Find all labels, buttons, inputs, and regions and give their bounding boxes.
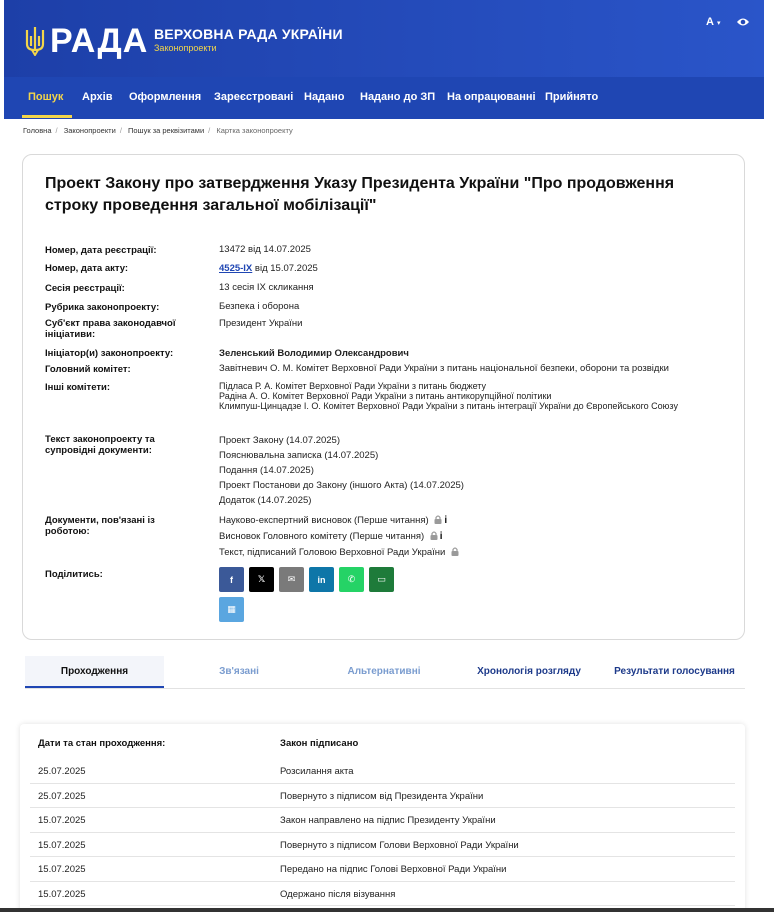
main-committee-label: Головний комітет: xyxy=(45,364,131,375)
other-committees-label: Інші комітети: xyxy=(45,382,111,393)
session-value: 13 сесія IX скликання xyxy=(219,282,314,293)
breadcrumb-separator: / xyxy=(208,126,211,135)
other-committees-list xyxy=(219,381,729,411)
tab-chronology[interactable]: Хронологія розгляду xyxy=(477,666,581,677)
nav-item-submitted[interactable]: Надано xyxy=(304,91,345,103)
nav-item-adopted[interactable]: Прийнято xyxy=(545,91,599,103)
table-row xyxy=(30,784,735,809)
message-icon: ▭ xyxy=(377,574,386,584)
logo-text[interactable]: РАДА xyxy=(50,22,149,60)
doc-link[interactable]: Проект Постанови до Закону (іншого Акта) (14.07.2025) xyxy=(219,480,464,491)
breadcrumb-search[interactable]: Пошук за реквізитами xyxy=(128,126,205,135)
doc-link[interactable]: Пояснювальна записка (14.07.2025) xyxy=(219,450,379,461)
share-facebook-button[interactable] xyxy=(219,567,244,592)
breadcrumb-home[interactable]: Головна xyxy=(23,126,52,135)
bill-card xyxy=(22,154,745,640)
row-event: Одержано після візування xyxy=(280,888,396,900)
site-header xyxy=(4,0,764,119)
nav-item-archive[interactable]: Архів xyxy=(82,91,113,103)
doc-link[interactable]: Проект Закону (14.07.2025) xyxy=(219,435,341,446)
other-committee-item: Радіна А. О. Комітет Верховної Ради України з питань антикорупційної політики xyxy=(219,391,552,401)
nav-item-registered[interactable]: Зареєстровані xyxy=(214,91,294,103)
subject-label: Суб'єкт права законодавчої ініціативи: xyxy=(45,318,176,340)
info-icon[interactable]: i xyxy=(439,531,443,542)
row-event: Розсилання акта xyxy=(280,766,354,777)
whatsapp-icon: ✆ xyxy=(347,574,356,584)
x-icon: 𝕏 xyxy=(257,574,266,584)
main-nav xyxy=(4,77,764,119)
work-docs-label: Документи, пов'язані із роботою: xyxy=(45,515,155,537)
nav-item-processing[interactable]: На опрацюванні xyxy=(447,91,536,103)
breadcrumb xyxy=(23,126,293,135)
breadcrumb-current: Картка законопроекту xyxy=(216,126,293,135)
bill-title: Проект Закону про затвердження Указу Президента України "Про продовження строку проведення загальної мобілізації" xyxy=(45,175,675,214)
envelope-icon: ✉ xyxy=(287,574,296,584)
row-event: Повернуто з підписом від Президента України xyxy=(280,790,484,802)
row-date: 25.07.2025 xyxy=(38,790,86,802)
table-row xyxy=(30,833,735,858)
breadcrumb-separator: / xyxy=(119,126,122,135)
share-linkedin-button[interactable] xyxy=(309,567,334,592)
table-header-status: Закон підписано xyxy=(280,738,359,749)
tab-related[interactable]: Зв'язані xyxy=(219,666,259,677)
act-date: від 15.07.2025 xyxy=(254,263,318,274)
session-label: Сесія реєстрації: xyxy=(45,283,125,294)
share-x-button[interactable] xyxy=(249,567,274,592)
qr-code-icon: ▦ xyxy=(227,604,236,614)
share-whatsapp-button[interactable] xyxy=(339,567,364,592)
other-committee-item: Климпуш-Цинцадзе І. О. Комітет Верховної Ради України з питань інтеграції України до Європейського Союзу xyxy=(219,401,678,411)
table-row xyxy=(30,759,735,784)
row-event: Закон направлено на підпис Президенту України xyxy=(280,815,496,826)
facebook-icon: f xyxy=(230,574,233,585)
breadcrumb-bills[interactable]: Законопроекти xyxy=(63,126,116,135)
tab-progress[interactable]: Проходження xyxy=(25,656,164,688)
font-size-label: А xyxy=(706,16,714,28)
lock-icon xyxy=(430,531,438,540)
progress-table xyxy=(20,724,745,912)
work-doc-link[interactable]: Висновок Головного комітету (Перше читання) xyxy=(219,531,425,542)
row-date: 15.07.2025 xyxy=(38,815,86,826)
docs-label: Текст законопроекту та супровідні документи: xyxy=(45,434,155,456)
share-qr-button[interactable] xyxy=(219,597,244,622)
main-committee-value: Завітневич О. М. Комітет Верховної Ради України з питань національної безпеки, оборони та розвідки xyxy=(219,363,669,374)
chevron-down-icon: ▾ xyxy=(717,20,721,27)
reg-value: 13472 від 14.07.2025 xyxy=(219,244,311,255)
eye-icon[interactable] xyxy=(736,16,750,28)
row-event: Передано на підпис Голові Верховної Ради України xyxy=(280,864,507,875)
nav-item-submitted-zp[interactable]: Надано до ЗП xyxy=(360,91,436,103)
doc-link[interactable]: Додаток (14.07.2025) xyxy=(219,495,312,506)
nav-item-search[interactable]: Пошук xyxy=(28,91,64,103)
act-label: Номер, дата акту: xyxy=(45,263,129,274)
trident-icon xyxy=(24,26,46,56)
initiator-label: Ініціатор(и) законопроекту: xyxy=(45,348,174,359)
share-email-button[interactable] xyxy=(279,567,304,592)
bottom-edge xyxy=(0,908,774,912)
act-value xyxy=(219,263,729,274)
table-row xyxy=(30,857,735,882)
share-message-button[interactable] xyxy=(369,567,394,592)
site-title[interactable]: ВЕРХОВНА РАДА УКРАЇНИ xyxy=(154,26,343,42)
row-date: 15.07.2025 xyxy=(38,888,86,900)
table-row xyxy=(30,882,735,907)
tab-alternative[interactable]: Альтернативні xyxy=(347,666,421,677)
work-docs-list xyxy=(219,513,729,561)
table-row xyxy=(30,808,735,833)
row-date: 25.07.2025 xyxy=(38,766,86,777)
work-doc-item xyxy=(219,545,729,561)
share-label: Поділитись: xyxy=(45,569,103,580)
font-size-button[interactable] xyxy=(706,16,721,28)
doc-link[interactable]: Подання (14.07.2025) xyxy=(219,465,314,476)
rubric-label: Рубрика законопроекту: xyxy=(45,302,160,313)
work-doc-item xyxy=(219,513,729,529)
subject-value: Президент України xyxy=(219,318,303,329)
info-icon[interactable]: i xyxy=(444,515,448,526)
work-doc-item xyxy=(219,529,729,545)
rubric-value: Безпека і оборона xyxy=(219,301,300,312)
initiator-value: Зеленський Володимир Олександрович xyxy=(219,348,409,359)
tabs-divider xyxy=(25,688,745,689)
nav-item-drafting[interactable]: Оформлення xyxy=(129,91,202,103)
active-nav-indicator xyxy=(22,115,72,118)
site-subtitle: Законопроекти xyxy=(154,43,217,53)
lock-icon xyxy=(451,547,459,556)
breadcrumb-separator: / xyxy=(55,126,58,135)
table-header-dates: Дати та стан проходження: xyxy=(38,738,166,749)
docs-list xyxy=(219,433,729,508)
act-number-link[interactable]: 4525-IX xyxy=(219,263,253,274)
row-date: 15.07.2025 xyxy=(38,839,86,851)
row-event: Повернуто з підписом Голови Верховної Ради України xyxy=(280,839,519,851)
linkedin-icon: in xyxy=(317,574,326,585)
work-doc-link[interactable]: Текст, підписаний Головою Верховної Ради України xyxy=(219,547,446,558)
lock-icon xyxy=(434,515,442,524)
tab-voting-results[interactable]: Результати голосування xyxy=(614,666,735,677)
row-date: 15.07.2025 xyxy=(38,864,86,875)
work-doc-link[interactable]: Науково-експертний висновок (Перше читання) xyxy=(219,515,429,526)
reg-label: Номер, дата реєстрації: xyxy=(45,245,157,256)
other-committee-item: Підласа Р. А. Комітет Верховної Ради України з питань бюджету xyxy=(219,381,487,391)
